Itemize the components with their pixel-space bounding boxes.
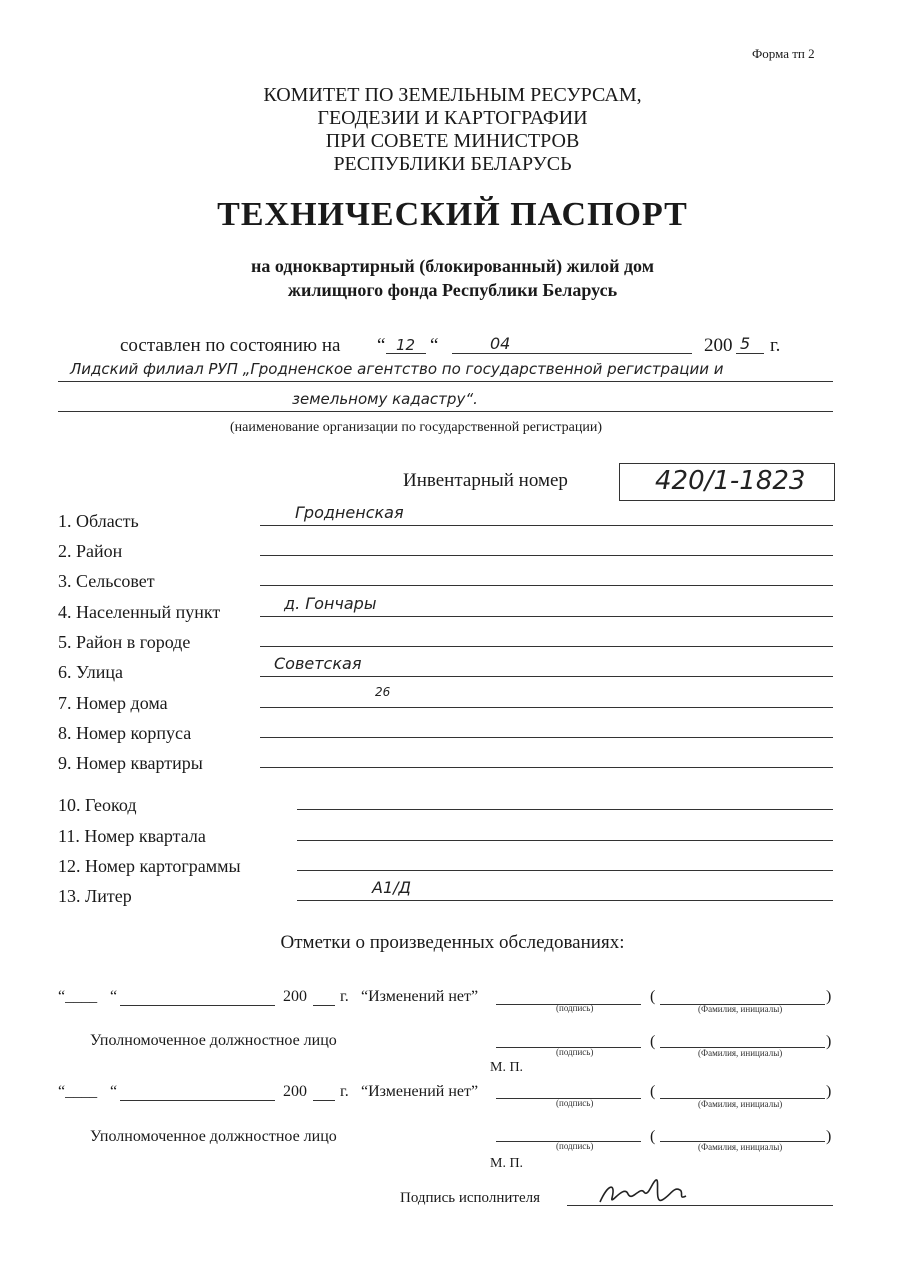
field-value-1: Гродненская xyxy=(295,503,404,522)
committee-line-3: ПРИ СОВЕТЕ МИНИСТРОВ xyxy=(325,130,580,152)
field-label-3: 3. Сельсовет xyxy=(58,571,155,591)
organization-line-2: земельному кадастру“. xyxy=(292,390,478,408)
survey1-official-paren-open: ( xyxy=(650,1033,656,1050)
field-label-10: 10. Геокод xyxy=(58,795,137,815)
field-line-10 xyxy=(297,809,833,810)
survey2-no-changes: “Изменений нет” xyxy=(361,1083,479,1100)
survey1-year: 200 xyxy=(283,988,307,1005)
survey2-quote-open: “____ xyxy=(58,1083,98,1100)
survey2-stamp-place: М. П. xyxy=(490,1156,524,1171)
state-quote-open: “ xyxy=(377,335,386,356)
field-label-2: 2. Район xyxy=(58,541,123,561)
committee-line-4: РЕСПУБЛИКИ БЕЛАРУСЬ xyxy=(333,153,572,175)
field-line-8 xyxy=(260,737,833,738)
survey2-official-paren-close: ) xyxy=(826,1128,832,1145)
survey2-quote: “ xyxy=(110,1083,118,1100)
state-prefix: составлен по состоянию на xyxy=(120,335,341,356)
state-year-suffix: г. xyxy=(770,335,781,356)
org-underline-2 xyxy=(58,411,833,412)
survey1-stamp-place: М. П. xyxy=(490,1060,524,1075)
field-value-7: 26 xyxy=(375,685,391,699)
field-label-8: 8. Номер корпуса xyxy=(58,723,192,743)
state-year-digit: 5 xyxy=(740,334,751,353)
survey2-official-sign-caption: (подпись) xyxy=(556,1141,594,1151)
subtitle-line-1: на одноквартирный (блокированный) жилой дом xyxy=(251,256,654,276)
field-line-13 xyxy=(297,900,833,901)
form-number: Форма тп 2 xyxy=(752,46,815,61)
survey1-official-name-caption: (Фамилия, инициалы) xyxy=(698,1048,783,1058)
state-day: 12 xyxy=(396,336,416,354)
field-label-5: 5. Район в городе xyxy=(58,632,191,652)
survey2-month-line xyxy=(120,1100,275,1101)
field-label-13: 13. Литер xyxy=(58,886,132,906)
survey1-official: Уполномоченное должностное лицо xyxy=(90,1032,337,1049)
survey2-year-line xyxy=(313,1100,335,1101)
executor-signature-icon xyxy=(590,1176,700,1210)
survey2-paren-close: ) xyxy=(826,1083,832,1100)
survey2-sign-caption: (подпись) xyxy=(556,1098,594,1108)
survey2-official: Уполномоченное должностное лицо xyxy=(90,1128,337,1145)
field-label-12: 12. Номер картограммы xyxy=(58,856,241,876)
inventory-label: Инвентарный номер xyxy=(403,470,568,491)
year-underline xyxy=(736,353,764,354)
survey2-year: 200 xyxy=(283,1083,307,1100)
org-underline-1 xyxy=(58,381,833,382)
subtitle-line-2: жилищного фонда Республики Беларусь xyxy=(287,280,618,300)
state-quote-close: “ xyxy=(430,335,439,356)
survey1-year-line xyxy=(313,1005,335,1006)
field-value-6: Советская xyxy=(274,654,362,673)
state-year-prefix: 200 xyxy=(704,335,733,356)
survey2-g: г. xyxy=(340,1083,349,1100)
field-label-7: 7. Номер дома xyxy=(58,693,168,713)
field-line-7 xyxy=(260,707,833,708)
survey2-name-caption: (Фамилия, инициалы) xyxy=(698,1099,783,1109)
field-line-2 xyxy=(260,555,833,556)
field-label-6: 6. Улица xyxy=(58,662,123,682)
field-line-4 xyxy=(260,616,833,617)
month-underline xyxy=(452,353,692,354)
survey1-sign-caption: (подпись) xyxy=(556,1003,594,1013)
field-label-11: 11. Номер квартала xyxy=(58,826,206,846)
field-value-13: А1/Д xyxy=(372,878,412,897)
survey2-paren-open: ( xyxy=(650,1083,656,1100)
field-label-1: 1. Область xyxy=(58,511,139,531)
survey1-paren-close: ) xyxy=(826,988,832,1005)
survey1-quote: “ xyxy=(110,988,118,1005)
surveys-title: Отметки о произведенных обследованиях: xyxy=(280,932,625,953)
field-label-9: 9. Номер квартиры xyxy=(58,753,203,773)
document-title: ТЕХНИЧЕСКИЙ ПАСПОРТ xyxy=(217,196,688,233)
committee-line-2: ГЕОДЕЗИИ И КАРТОГРАФИИ xyxy=(317,107,588,129)
survey1-month-line xyxy=(120,1005,275,1006)
survey1-official-paren-close: ) xyxy=(826,1033,832,1050)
day-underline xyxy=(386,353,426,354)
survey1-paren-open: ( xyxy=(650,988,656,1005)
field-line-5 xyxy=(260,646,833,647)
field-value-4: д. Гончары xyxy=(284,594,377,613)
field-line-6 xyxy=(260,676,833,677)
organization-caption: (наименование организации по государственной регистрации) xyxy=(230,420,602,435)
survey1-official-sign-caption: (подпись) xyxy=(556,1047,594,1057)
field-line-3 xyxy=(260,585,833,586)
field-line-1 xyxy=(260,525,833,526)
state-month: 04 xyxy=(490,334,511,353)
survey1-quote-open: “____ xyxy=(58,988,98,1005)
committee-line-1: КОМИТЕТ ПО ЗЕМЕЛЬНЫМ РЕСУРСАМ, xyxy=(263,84,642,106)
organization-line-1: Лидский филиал РУП „Гродненское агентство по государственной регистрации и xyxy=(70,360,724,378)
field-line-12 xyxy=(297,870,833,871)
field-line-9 xyxy=(260,767,833,768)
field-label-4: 4. Населенный пункт xyxy=(58,602,221,622)
survey1-no-changes: “Изменений нет” xyxy=(361,988,479,1005)
survey2-official-name-caption: (Фамилия, инициалы) xyxy=(698,1142,783,1152)
survey2-official-paren-open: ( xyxy=(650,1128,656,1145)
survey1-g: г. xyxy=(340,988,349,1005)
executor-signature-label: Подпись исполнителя xyxy=(400,1190,540,1206)
survey1-name-caption: (Фамилия, инициалы) xyxy=(698,1004,783,1014)
inventory-value: 420/1-1823 xyxy=(655,466,806,496)
field-line-11 xyxy=(297,840,833,841)
